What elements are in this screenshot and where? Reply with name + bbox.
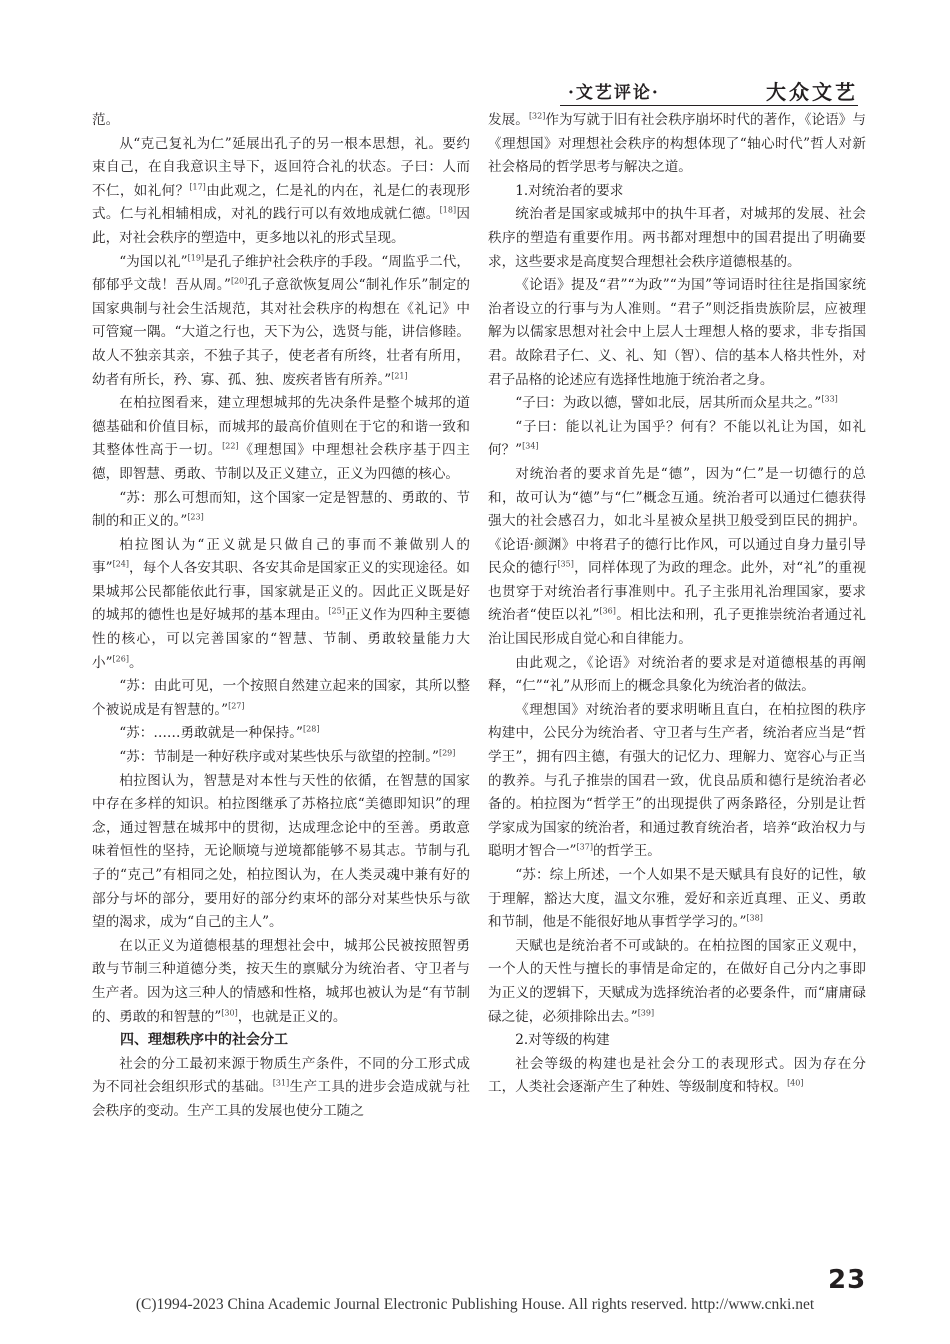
quote: “苏：那么可想而知，这个国家一定是智慧的、勇敢的、节制的和正义的。”[23] (92, 489, 470, 530)
citation: [19] (187, 253, 205, 263)
paragraph: 社会的分工最初来源于物质生产条件，不同的分工形式成为不同社会组织形式的基础。[31]生产工具的进步会造成就与社会秩序的变动。生产工具的发展也使分工随之 (92, 1055, 471, 1119)
paragraph: 对统治者的要求首先是“德”，因为“仁”是一切德行的总和，故可认为“德”与“仁”概念互通。统治者可以通过仁德获得强大的社会感召力，如北斗星被众星拱卫般受到臣民的拥护。《论语·颜渊》中将君子的德行比作风，可以通过自身力量引导民众的德行[35]，同样体现了为政的理念。此外，对“礼”的重视也贯穿于对统治者行事准则中。孔子主张用礼治理国家，要求统治者“使臣以礼”[36]。相比法和刑，孔子更推崇统治者通过礼治让国民形成自觉心和自律能力。 (488, 465, 866, 648)
citation: [21] (391, 371, 408, 380)
citation: [40] (787, 1078, 804, 1088)
citation: [23] (187, 512, 204, 522)
citation: [20] (230, 276, 248, 286)
citation: [37] (576, 842, 593, 852)
citation: [30] (221, 1008, 238, 1018)
quote: “子曰：能以礼让为国乎？何有？不能以礼让为国，如礼何？”[34] (488, 418, 866, 459)
citation: [27] (228, 701, 245, 711)
section-heading: 四、理想秩序中的社会分工 (120, 1032, 288, 1049)
paragraph: 发展。[32]作为写就于旧有社会秩序崩坏时代的著作，《论语》与《理想国》对理想社会秩序的构想体现了“轴心时代”哲人对新社会格局的哲学思考与解决之道。 (488, 111, 867, 176)
paragraph: 天赋也是统治者不可或缺的。在柏拉图的国家正义观中，一个人的天性与擅长的事情是命定的，在做好自己分内之事即为正义的逻辑下，天赋成为选择统治者的必要条件，而“庸庸碌碌之徒，必须排除出去。”[39] (488, 937, 866, 1025)
paragraph: 柏拉图认为，智慧是对本性与天性的依循，在智慧的国家中存在多样的知识。柏拉图继承了苏格拉底“美德即知识”的理念，通过智慧在城邦中的贯彻，达成理念论中的至善。勇敢意味着恒性的坚持，无论顺境与逆境都能够不易其志。节制与孔子的“克己”有相同之处，柏拉图认为，在人类灵魂中兼有好的部分与坏的部分，要用好的部分约束坏的部分对某些快乐与欲望的渴求，成为“自己的主人”。 (92, 772, 470, 931)
citation: [33] (821, 394, 838, 404)
magazine-title: 大众文艺 (766, 80, 858, 104)
paragraph: 社会等级的构建也是社会分工的表现形式。因为存在分工，人类社会逐渐产生了种姓、等级制度和特权。[40] (488, 1055, 866, 1096)
subsection-heading: 1.对统治者的要求 (515, 182, 624, 199)
quote: “苏：由此可见，一个按照自然建立起来的国家，其所以整个被说成是有智慧的。”[27] (92, 678, 470, 718)
quote: “子曰：为政以德，譬如北辰，居其所而众星共之。”[33] (515, 394, 838, 412)
paragraph: “为国以礼”[19]是孔子维护社会秩序的手段。“周监乎二代，郁郁乎文哉！吾从周。”[20]孔子意欲恢复周公“制礼作乐”制定的国家典制与社会生活规范，其对社会秩序的构想在《礼记》中可管窥一隅。“大道之行也，天下为公，选贤与能，讲信修睦。故人不独亲其亲，不独子其子，使老者有所终，壮者有所用，幼者有所长，矜、寡、孤、独、废疾者皆有所养。”[21] (92, 253, 470, 388)
citation: [39] (637, 1008, 655, 1018)
citation: [18] (439, 205, 457, 215)
citation: [32] (528, 111, 546, 121)
section-label: ·文艺评论· (568, 83, 660, 103)
quote: “苏：综上所述，一个人如果不是天赋具有良好的记性，敏于理解，豁达大度，温文尔雅，爱好和亲近真理、正义、勇敢和节制，他是不能很好地从事哲学学习的。”[38] (488, 867, 866, 931)
quote: “苏：节制是一种好秩序或对某些快乐与欲望的控制。”[29] (119, 748, 456, 766)
citation: [35] (557, 559, 574, 569)
citation: [29] (438, 748, 456, 758)
paragraph: 柏拉图认为“正义就是只做自己的事而不兼做别人的事”[24]，每个人各安其职、各安其命是国家正义的实现途径。如果城邦公民都能依此行事，国家就是正义的。因此正义既是好的城邦的德性也是好城邦的基本理由。[25]正义作为四种主要德性的核心，可以完善国家的“智慧、节制、勇敢较量能力大小”[26]。 (92, 536, 471, 671)
running-header (560, 78, 858, 102)
citation: [22] (222, 441, 239, 451)
right-column (488, 109, 866, 1259)
citation: [36] (599, 606, 616, 616)
citation: [38] (746, 913, 763, 923)
citation: [25] (328, 606, 345, 616)
copyright-footer: (C)1994-2023 China Academic Journal Electronic Publishing House. All rights reserved. http://www.cnki.net (135, 1296, 815, 1313)
citation: [34] (522, 441, 539, 451)
left-column (92, 109, 470, 1259)
paragraph: 《理想国》对统治者的要求明晰且直白，在柏拉图的秩序构建中，公民分为统治者、守卫者与生产者，统治者应当是“哲学王”，拥有四主德，有强大的记忆力、理解力、宽容心与正当的教养。与孔子推崇的国君一致，优良品质和德行是统治者必备的。柏拉图为“哲学王”的出现提供了两条路径，分别是让哲学家成为国家的统治者，和通过教育统治者，培养“政治权力与聪明才智合一”[37]的哲学王。 (488, 701, 866, 860)
page-number: 23 (828, 1265, 867, 1295)
paragraph: 在以正义为道德根基的理想社会中，城邦公民被按照智勇敢与节制三种道德分类，按天生的禀赋分为统治者、守卫者与生产者。因为这三种人的情感和性格，城邦也被认为是“有节制的、勇敢的和智慧的”[30]，也就是正义的。 (92, 937, 470, 1025)
citation: [24] (112, 559, 130, 569)
header-rule (560, 105, 858, 106)
paragraph: 《论语》提及“君”“为政”“为国”等词语时往往是指国家统治者设立的行事与为人准则。“君子”则泛指贵族阶层，应被理解为以儒家思想对社会中上层人士理想人格的要求，非专指国君。故除君子仁、义、礼、知（智）、信的基本人格共性外，对君子品格的论述应有选择性地施于统治者之身。 (488, 277, 866, 388)
paragraph: 由此观之，《论语》对统治者的要求是对道德根基的再阐释，“仁”“礼”从形而上的概念具象化为统治者的做法。 (488, 654, 866, 695)
paragraph: 从“克己复礼为仁”延展出孔子的另一根本思想，礼。要约束自己，在自我意识主导下，返回符合礼的状态。子曰：人而不仁，如礼何？[17]由此观之，仁是礼的内在，礼是仁的表现形式。仁与礼相辅相成，对礼的践行可以有效地成就仁德。[18]因此，对社会秩序的塑造中，更多地以礼的形式呈现。 (92, 135, 471, 246)
quote: “苏：……勇敢就是一种保持。”[28] (119, 724, 320, 742)
subsection-heading: 2.对等级的构建 (515, 1032, 610, 1049)
citation: [17] (189, 182, 206, 192)
paragraph: 范。 (92, 112, 120, 128)
paragraph: 在柏拉图看来，建立理想城邦的先决条件是整个城邦的道德基础和价值目标，而城邦的最高价值则在于它的和谐一致和其整体性高于一切。[22]《理想国》中理想社会秩序基于四主德，即智慧、勇敢、节制以及正义建立，正义为四德的核心。 (92, 395, 471, 482)
paragraph: 统治者是国家或城邦中的执牛耳者，对城邦的发展、社会秩序的塑造有重要作用。两书都对理想中的国君提出了明确要求，这些要求是高度契合理想社会秩序道德根基的。 (488, 206, 866, 270)
citation: [26] (112, 654, 129, 664)
citation: [28] (303, 724, 320, 734)
citation: [31] (272, 1078, 290, 1088)
